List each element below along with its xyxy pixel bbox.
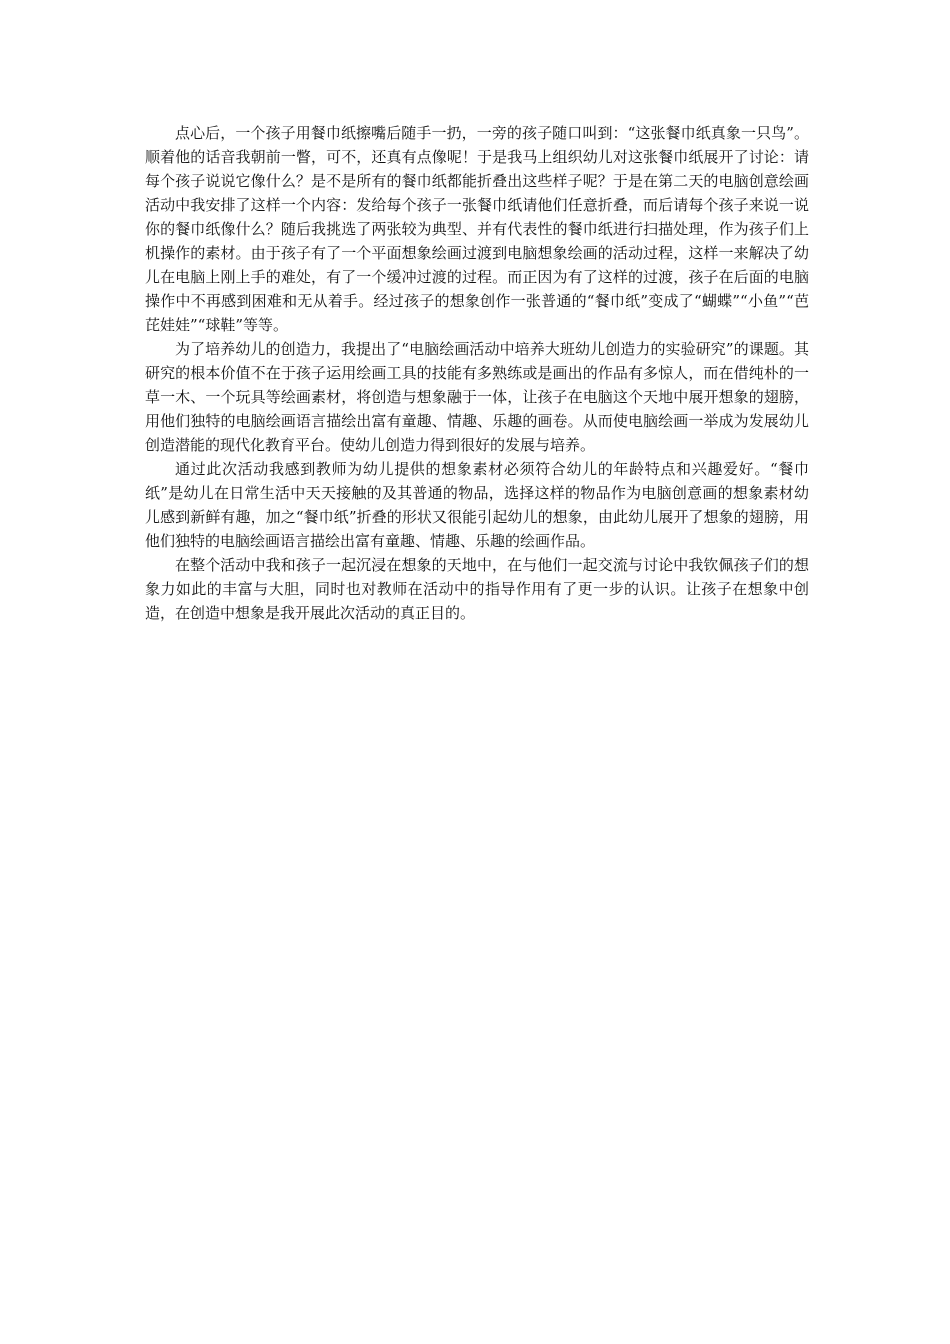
paragraph-2: 为了培养幼儿的创造力，我提出了“电脑绘画活动中培养大班幼儿创造力的实验研究”的课题。其研究的根本价值不在于孩子运用绘画工具的技能有多熟练或是画出的作品有多惊人，而在借纯朴的一草一木、一个玩具等绘画素材，将创造与想象融于一体，让孩子在电脑这个天地中展开想象的翅膀，用他们独特的电脑绘画语言描绘出富有童趣、情趣、乐趣的画卷。从而使电脑绘画一举成为发展幼儿创造潜能的现代化教育平台。使幼儿创造力得到很好的发展与培养。 <box>145 340 809 454</box>
paragraph-3: 通过此次活动我感到教师为幼儿提供的想象素材必须符合幼儿的年龄特点和兴趣爱好。“餐巾纸”是幼儿在日常生活中天天接触的及其普通的物品，选择这样的物品作为电脑创意画的想象素材幼儿感到新鲜有趣，加之“餐巾纸”折叠的形状又很能引起幼儿的想象，由此幼儿展开了想象的翅膀，用他们独特的电脑绘画语言描绘出富有童趣、情趣、乐趣的绘画作品。 <box>145 460 809 550</box>
paragraph-1: 点心后，一个孩子用餐巾纸擦嘴后随手一扔，一旁的孩子随口叫到：“这张餐巾纸真象一只鸟”。顺着他的话音我朝前一瞥，可不，还真有点像呢！于是我马上组织幼儿对这张餐巾纸展开了讨论：请每个孩子说说它像什么？是不是所有的餐巾纸都能折叠出这些样子呢？于是在第二天的电脑创意绘画活动中我安排了这样一个内容：发给每个孩子一张餐巾纸请他们任意折叠，而后请每个孩子来说一说你的餐巾纸像什么？随后我挑选了两张较为典型、并有代表性的餐巾纸进行扫描处理，作为孩子们上机操作的素材。由于孩子有了一个平面想象绘画过渡到电脑想象绘画的活动过程，这样一来解决了幼儿在电脑上刚上手的难处，有了一个缓冲过渡的过程。而正因为有了这样的过渡，孩子在后面的电脑操作中不再感到困难和无从着手。经过孩子的想象创作一张普通的“餐巾纸”变成了“蝴蝶”“小鱼”“芭芘娃娃”“球鞋”等等。 <box>145 124 809 334</box>
document-body <box>145 121 809 625</box>
paragraph-4: 在整个活动中我和孩子一起沉浸在想象的天地中，在与他们一起交流与讨论中我钦佩孩子们的想象力如此的丰富与大胆，同时也对教师在活动中的指导作用有了更一步的认识。让孩子在想象中创造，在创造中想象是我开展此次活动的真正目的。 <box>145 556 809 622</box>
